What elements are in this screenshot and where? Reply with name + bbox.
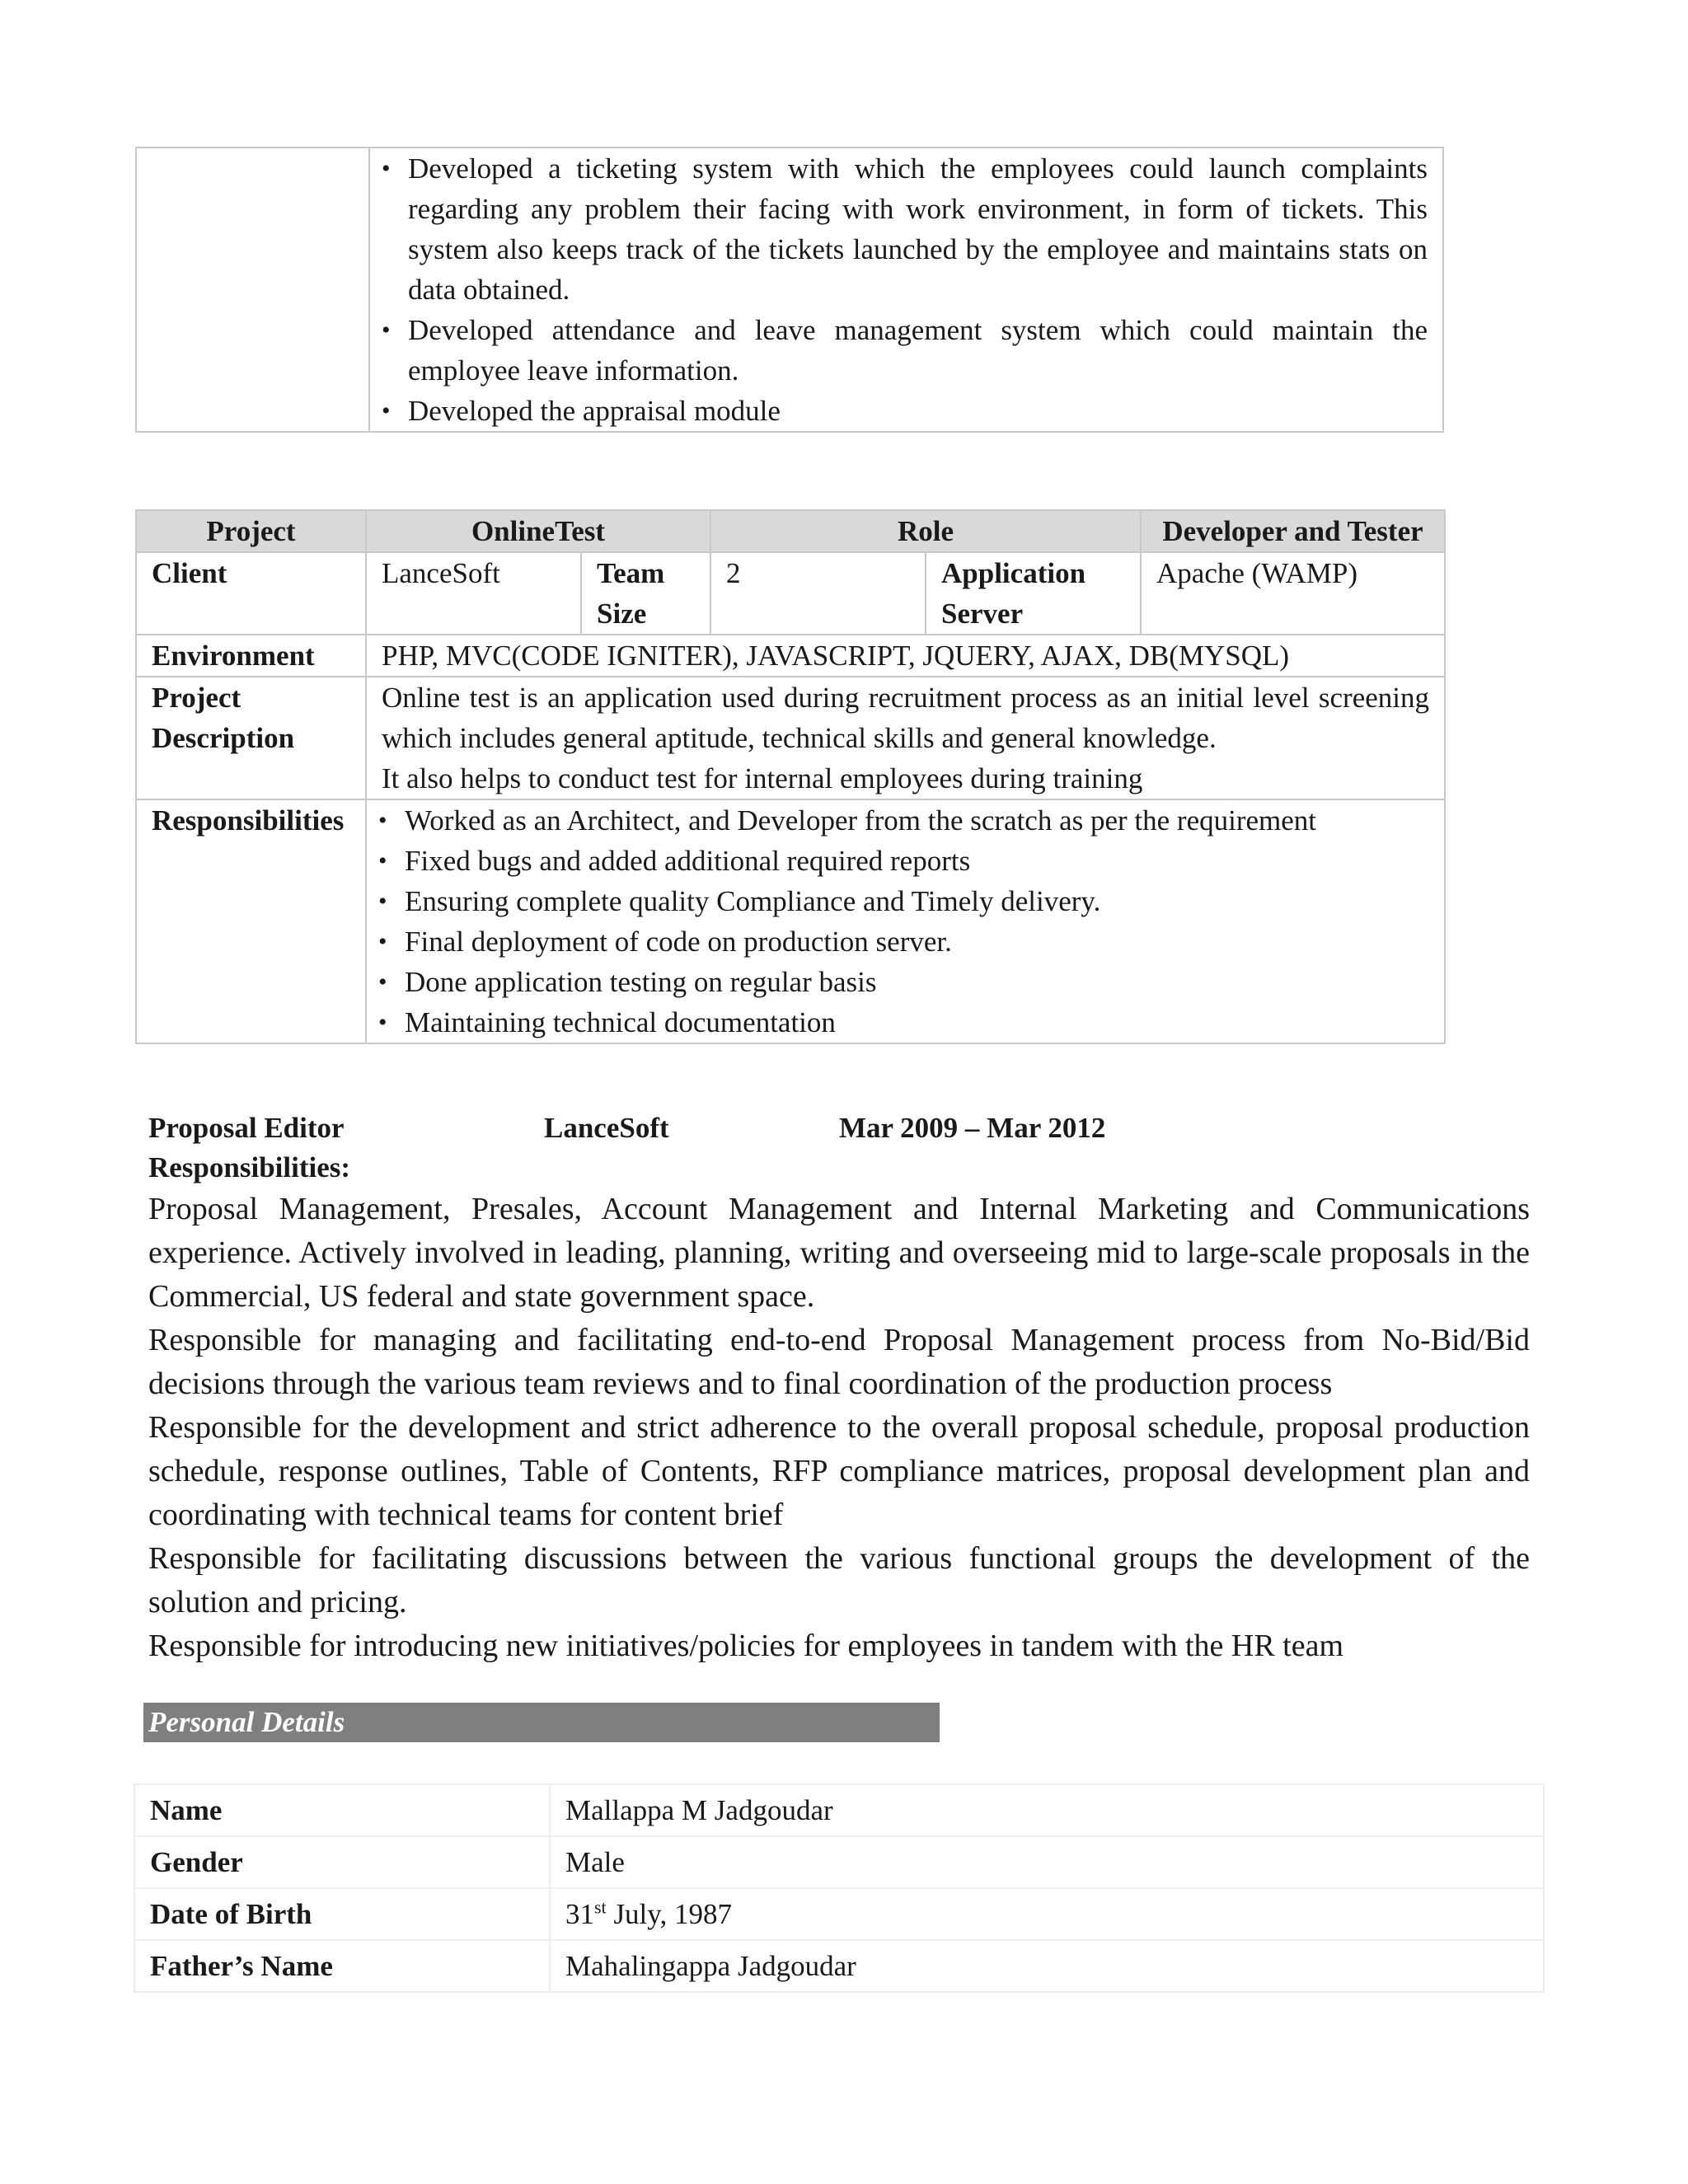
responsibilities-label: Responsibilities xyxy=(136,799,366,1043)
role-value: Developer and Tester xyxy=(1141,510,1445,552)
previous-project-table xyxy=(135,147,1444,433)
empty-label-cell xyxy=(136,148,369,432)
table-row xyxy=(134,1888,1544,1940)
list-item: • Done application testing on regular basis xyxy=(375,962,1429,1002)
client-value: LanceSoft xyxy=(366,552,581,635)
experience-section xyxy=(148,1108,1530,1668)
description-row xyxy=(136,677,1445,799)
job-title: Proposal Editor xyxy=(148,1112,345,1144)
father-name-value: Mahalingappa Jadgoudar xyxy=(550,1940,1544,1992)
experience-paragraph: Proposal Management, Presales, Account Management and Internal Marketing and Communications experience. Actively involved in leading, planning, writing and overseeing mid to large-scale proposals in the Commercial, US federal and state government space. xyxy=(148,1192,1530,1314)
dob-value xyxy=(550,1888,1544,1940)
app-server-label: Application Server xyxy=(926,552,1141,635)
project-table xyxy=(135,509,1446,1044)
name-label: Name xyxy=(134,1784,550,1836)
description-line: It also helps to conduct test for internal employees during training xyxy=(382,762,1143,794)
app-server-value: Apache (WAMP) xyxy=(1141,552,1445,635)
experience-paragraph: Responsible for facilitating discussions between the various functional groups the development of the solution and pricing. xyxy=(148,1541,1530,1619)
dob-day: 31 xyxy=(565,1898,594,1930)
list-item: • Developed the appraisal module xyxy=(378,391,1428,431)
list-item: • Developed a ticketing system with which the employees could launch complaints regarding any problem their facing with work environment, in form of tickets. This system also keeps track of the tickets launched by the employee and maintains stats on data obtained. xyxy=(378,148,1428,310)
responsibilities-value xyxy=(366,799,1445,1043)
description-label: Project Description xyxy=(136,677,366,799)
description-line: Online test is an application used during recruitment process as an initial level screening which includes general aptitude, technical skills and general knowledge. xyxy=(382,682,1430,754)
table-row xyxy=(134,1784,1544,1836)
list-item: • Final deployment of code on production server. xyxy=(375,921,1429,962)
company-name: LanceSoft xyxy=(544,1112,669,1144)
role-label: Role xyxy=(710,510,1141,552)
dob-label: Date of Birth xyxy=(134,1888,550,1940)
experience-paragraph: Responsible for managing and facilitating end-to-end Proposal Management process from No-Bid/Bid decisions through the various team reviews and to final coordination of the production process xyxy=(148,1323,1530,1401)
name-value: Mallappa M Jadgoudar xyxy=(550,1784,1544,1836)
father-name-label: Father’s Name xyxy=(134,1940,550,1992)
list-item: • Maintaining technical documentation xyxy=(375,1002,1429,1043)
responsibilities-heading: Responsibilities: xyxy=(148,1151,351,1183)
list-item: • Ensuring complete quality Compliance and Timely delivery. xyxy=(375,881,1429,921)
personal-details-table xyxy=(134,1783,1545,1993)
team-size-value: 2 xyxy=(710,552,926,635)
client-row xyxy=(136,552,1445,635)
list-item: • Developed attendance and leave management system which could maintain the employee leave information. xyxy=(378,310,1428,391)
team-size-label: Team Size xyxy=(581,552,710,635)
project-label: Project xyxy=(136,510,366,552)
project-name: OnlineTest xyxy=(366,510,710,552)
experience-paragraph: Responsible for introducing new initiatives/policies for employees in tandem with the HR team xyxy=(148,1629,1344,1663)
responsibilities-cell xyxy=(369,148,1443,432)
employment-period: Mar 2009 – Mar 2012 xyxy=(839,1112,1106,1144)
dob-rest: July, 1987 xyxy=(606,1898,733,1930)
environment-label: Environment xyxy=(136,635,366,677)
personal-details-heading: Personal Details xyxy=(143,1703,940,1742)
responsibilities-row xyxy=(136,799,1445,1043)
gender-value: Male xyxy=(550,1836,1544,1888)
gender-label: Gender xyxy=(134,1836,550,1888)
table-row xyxy=(134,1940,1544,1992)
client-label: Client xyxy=(136,552,366,635)
prev-responsibility-list xyxy=(378,148,1428,431)
dob-suffix: st xyxy=(594,1896,607,1918)
description-value xyxy=(366,677,1445,799)
list-item: • Fixed bugs and added additional required reports xyxy=(375,841,1429,881)
environment-row xyxy=(136,635,1445,677)
experience-header xyxy=(148,1108,1530,1148)
list-item: • Worked as an Architect, and Developer from the scratch as per the requirement xyxy=(375,800,1429,841)
responsibility-list xyxy=(375,800,1429,1043)
environment-value: PHP, MVC(CODE IGNITER), JAVASCRIPT, JQUERY, AJAX, DB(MYSQL) xyxy=(366,635,1445,677)
project-header-row xyxy=(136,510,1445,552)
table-row xyxy=(134,1836,1544,1888)
experience-paragraph: Responsible for the development and strict adherence to the overall proposal schedule, proposal production schedule, response outlines, Table of Contents, RFP compliance matrices, proposal development plan and coordinating with technical teams for content brief xyxy=(148,1410,1530,1532)
